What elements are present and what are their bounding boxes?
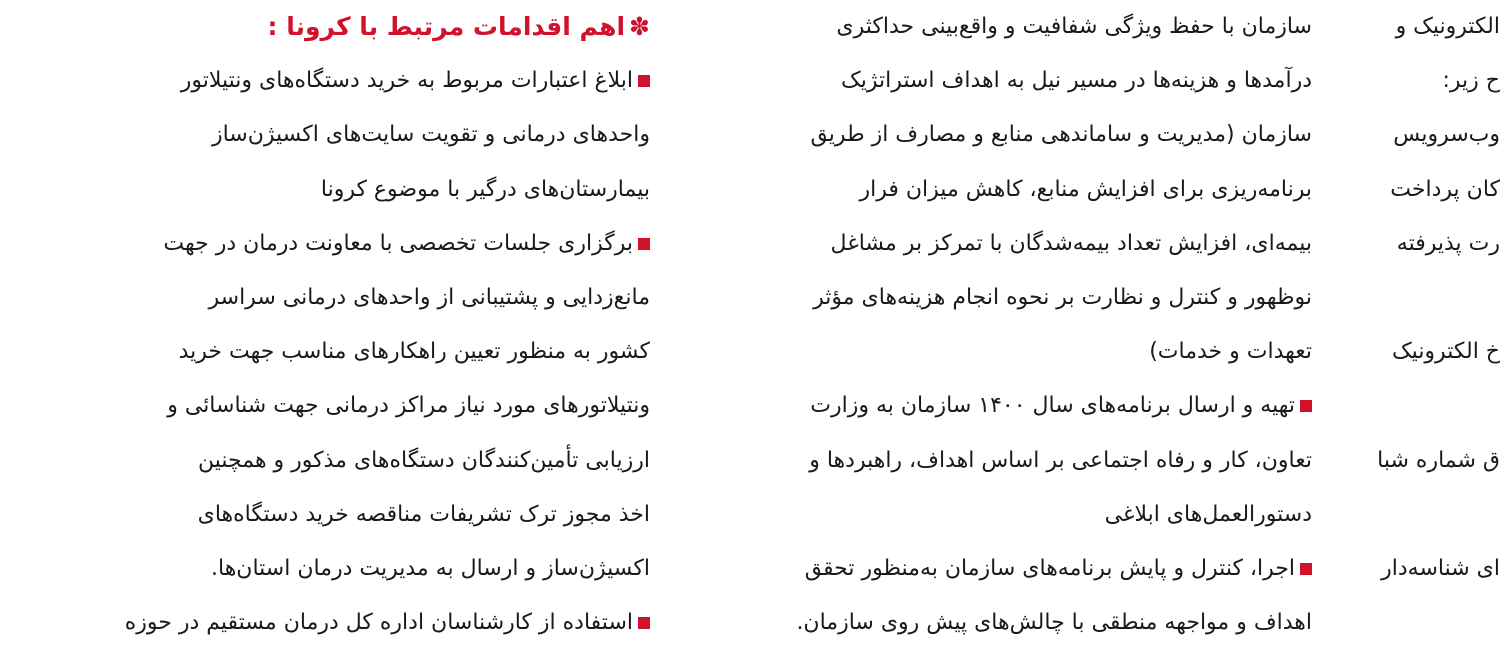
text-line: ای شناسه‌دار [1381,555,1500,581]
text-line [1352,488,1500,542]
text-line: دستورالعمل‌های ابلاغی [1104,501,1312,527]
bullet-square-icon [1300,400,1312,412]
text-line [1352,379,1500,433]
text-line: رت پذیرفته [1396,230,1500,256]
text-line [32,650,650,656]
text-line: خ الکترونیک [1391,339,1500,365]
text-line: الکترونیک و [1395,14,1500,39]
text-line: برنامه‌ریزی برای افزایش منابع، کاهش میزان فرار [859,176,1312,202]
text-line: برگزاری جلسات تخصصی با معاونت درمان در جهت [32,217,650,271]
left-column [32,0,650,656]
text-line: تهیه و ارسال برنامه‌های سال ۱۴۰۰ سازمان به وزارت [698,379,1312,433]
text-line: مانع‌زدایی و پشتیبانی از واحدهای درمانی سراسر [208,284,650,310]
text-line: نوظهور و کنترل و نظارت بر نحوه انجام هزینه‌های مؤثر [813,284,1312,310]
bullet-square-icon [638,617,650,629]
text-line: ارزیابی تأمین‌کنندگان دستگاه‌های مذکور و همچنین [198,447,650,473]
text-line [698,650,1312,656]
bullet-square-icon [638,75,650,87]
text-line: وب‌سرویس [1393,122,1500,148]
bullet-square-icon [1300,563,1312,575]
text-line: کشور به منظور تعیین راهکارهای مناسب جهت خرید [178,339,650,365]
section-heading: ✽اهم اقدامات مرتبط با کرونا : [267,12,650,41]
text-line: درآمدها و هزینه‌ها در مسیر نیل به اهداف استراتژیک [841,68,1312,94]
text-line: اکسیژن‌ساز و ارسال به مدیریت درمان استان‌ها. [211,555,650,581]
right-column [1352,0,1500,656]
text-line: اهداف و مواجهه منطقی با چالش‌های پیش روی سازمان. [796,610,1312,636]
text-line: واحدهای درمانی و تقویت سایت‌های اکسیژن‌ساز [211,122,650,148]
text-line: اجرا، کنترل و پایش برنامه‌های سازمان به‌منظور تحقق [698,542,1312,596]
text-line: ونتیلاتورهای مورد نیاز مراکز درمانی جهت شناسائی و [167,393,650,419]
text-line [1352,596,1500,650]
text-line: ابلاغ اعتبارات مربوط به خرید دستگاه‌های ونتیلاتور [32,54,650,108]
text-line: ح زیر: [1442,68,1500,94]
text-line: سازمان با حفظ ویژگی شفافیت و واقع‌بینی حداکثری [836,14,1312,39]
text-line: سازمان (مدیریت و ساماندهی منابع و مصارف از طریق [810,122,1312,148]
text-line: استفاده از کارشناسان اداره کل درمان مستقیم در حوزه [32,596,650,650]
text-line: کان پرداخت [1390,176,1500,202]
text-line [1352,271,1500,325]
middle-column [698,0,1312,656]
bullet-square-icon [638,238,650,250]
text-line: تعاون، کار و رفاه اجتماعی بر اساس اهداف، راهبردها و [809,447,1312,473]
text-line: بیمارستان‌های درگیر با موضوع کرونا [320,176,650,202]
text-line: بیمه‌ای، افزایش تعداد بیمه‌شدگان با تمرکز بر مشاغل [830,230,1312,256]
star-icon: ✽ [629,12,650,41]
text-line: اخذ مجوز ترک تشریفات مناقصه خرید دستگاه‌های [197,501,650,527]
text-line: ق شماره شبا [1377,447,1500,473]
text-line: تعهدات و خدمات) [1149,339,1312,365]
